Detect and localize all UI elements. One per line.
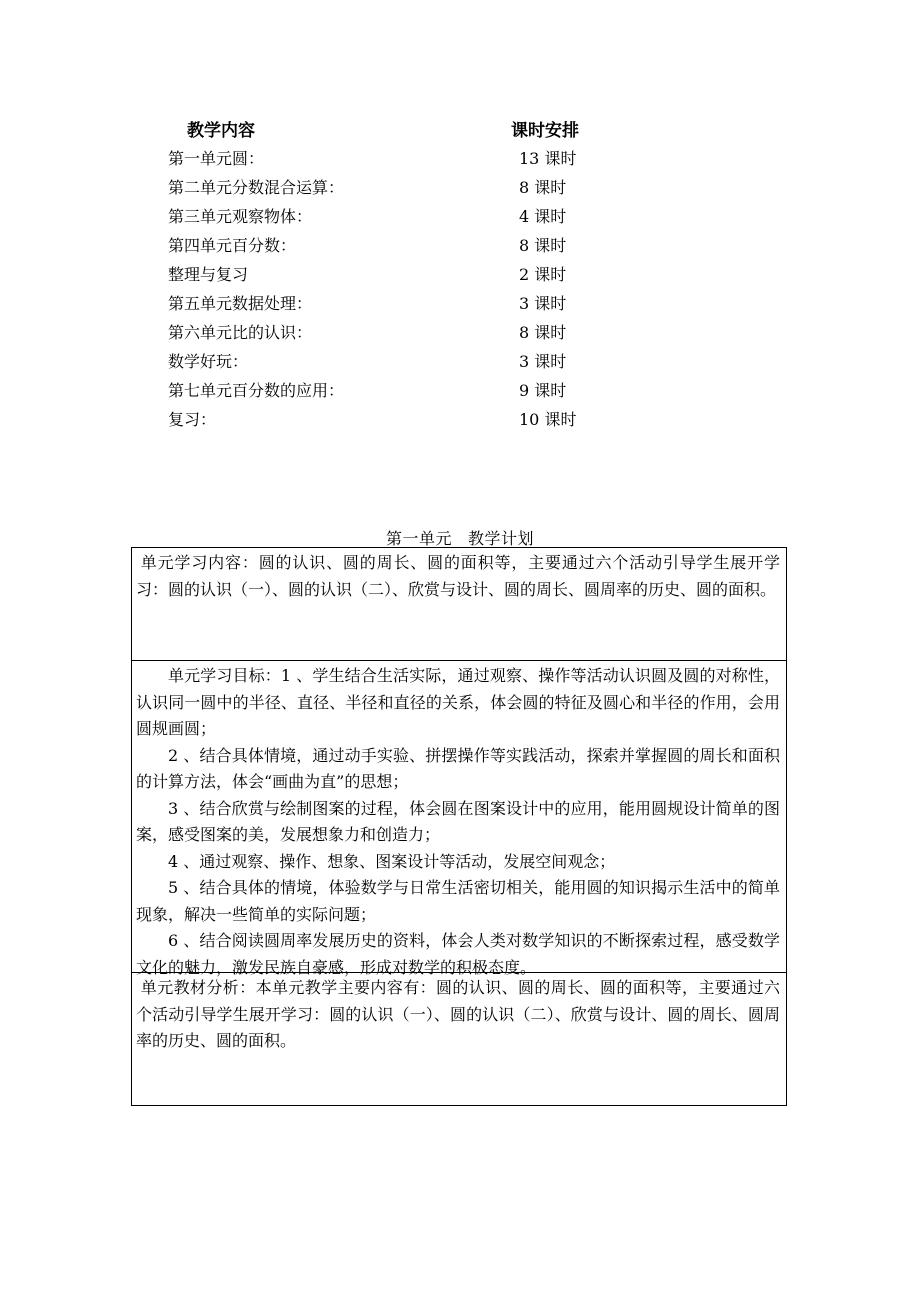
unit-hours: 2 课时 (519, 265, 567, 284)
unit-hours: 8 课时 (519, 178, 567, 197)
schedule-row (0, 229, 920, 258)
unit-name: 第一单元圆： (168, 149, 265, 168)
unit-name: 第四单元百分数： (168, 236, 297, 255)
unit-name: 第二单元分数混合运算： (168, 178, 345, 197)
unit-content-text: 单元学习内容：圆的认识、圆的周长、圆的面积等，主要通过六个活动引导学生展开学习：圆的认识（一）、圆的认识（二）、欣赏与设计、圆的周长、圆周率的历史、圆的面积。 (136, 553, 780, 599)
plan-title-label: 教学计划 (468, 529, 535, 548)
unit-name: 数学好玩： (168, 352, 249, 371)
unit-name: 第五单元数据处理： (168, 294, 313, 313)
unit-hours: 4 课时 (519, 207, 567, 226)
plan-title (0, 526, 920, 549)
plan-title-unit: 第一单元 (385, 529, 452, 548)
unit-name: 整理与复习 (168, 265, 249, 284)
unit-hours: 3 课时 (519, 294, 567, 313)
goal-paragraph: 5 、结合具体的情境，体验数学与日常生活密切相关，能用圆的知识揭示生活中的简单现象，解决一些简单的实际问题； (136, 878, 780, 924)
schedule-row (0, 258, 920, 287)
plan-table (131, 547, 787, 1106)
unit-hours: 10 课时 (519, 410, 577, 429)
unit-name: 复习： (168, 410, 217, 429)
material-analysis-cell (132, 972, 786, 1105)
unit-hours: 3 课时 (519, 352, 567, 371)
unit-hours: 9 课时 (519, 381, 567, 400)
schedule-row (0, 374, 920, 403)
unit-content-cell (132, 548, 786, 660)
schedule-row (0, 142, 920, 171)
schedule-row (0, 403, 920, 432)
goal-paragraph: 4 、通过观察、操作、想象、图案设计等活动，发展空间观念； (168, 851, 616, 871)
unit-hours: 8 课时 (519, 236, 567, 255)
goal-paragraph: 单元学习目标：1 、学生结合生活实际，通过观察、操作等活动认识圆及圆的对称性，认识同一圆中的半径、直径、半径和直径的关系，体会圆的特征及圆心和半径的作用，会用圆规画圆； (136, 666, 780, 738)
schedule-row (0, 287, 920, 316)
unit-name: 第六单元比的认识： (168, 323, 313, 342)
schedule-row (0, 345, 920, 374)
goal-paragraph: 3 、结合欣赏与绘制图案的过程，体会圆在图案设计中的应用，能用圆规设计简单的图案，感受图案的美，发展想象力和创造力； (136, 798, 780, 844)
schedule-table (0, 112, 920, 432)
goal-paragraph: 6 、结合阅读圆周率发展历史的资料，体会人类对数学知识的不断探索过程，感受数学文化的魅力，激发民族自豪感，形成对数学的积极态度。 (136, 931, 780, 977)
schedule-header (0, 112, 920, 142)
material-analysis-text: 单元教材分析：本单元教学主要内容有：圆的认识、圆的周长、圆的面积等，主要通过六个活动引导学生展开学习：圆的认识（一）、圆的认识（二）、欣赏与设计、圆的周长、圆周率的历史、圆的面积。 (136, 978, 780, 1050)
unit-hours: 13 课时 (519, 149, 577, 168)
unit-goals-cell (132, 660, 786, 977)
unit-name: 第七单元百分数的应用： (168, 381, 345, 400)
unit-name: 第三单元观察物体： (168, 207, 313, 226)
unit-hours: 8 课时 (519, 323, 567, 342)
header-hours: 课时安排 (511, 121, 579, 141)
goal-paragraph: 2 、结合具体情境，通过动手实验、拼摆操作等实践活动，探索并掌握圆的周长和面积的计算方法，体会“画曲为直”的思想； (136, 745, 780, 791)
header-content: 教学内容 (187, 121, 255, 141)
schedule-row (0, 200, 920, 229)
schedule-row (0, 171, 920, 200)
schedule-row (0, 316, 920, 345)
